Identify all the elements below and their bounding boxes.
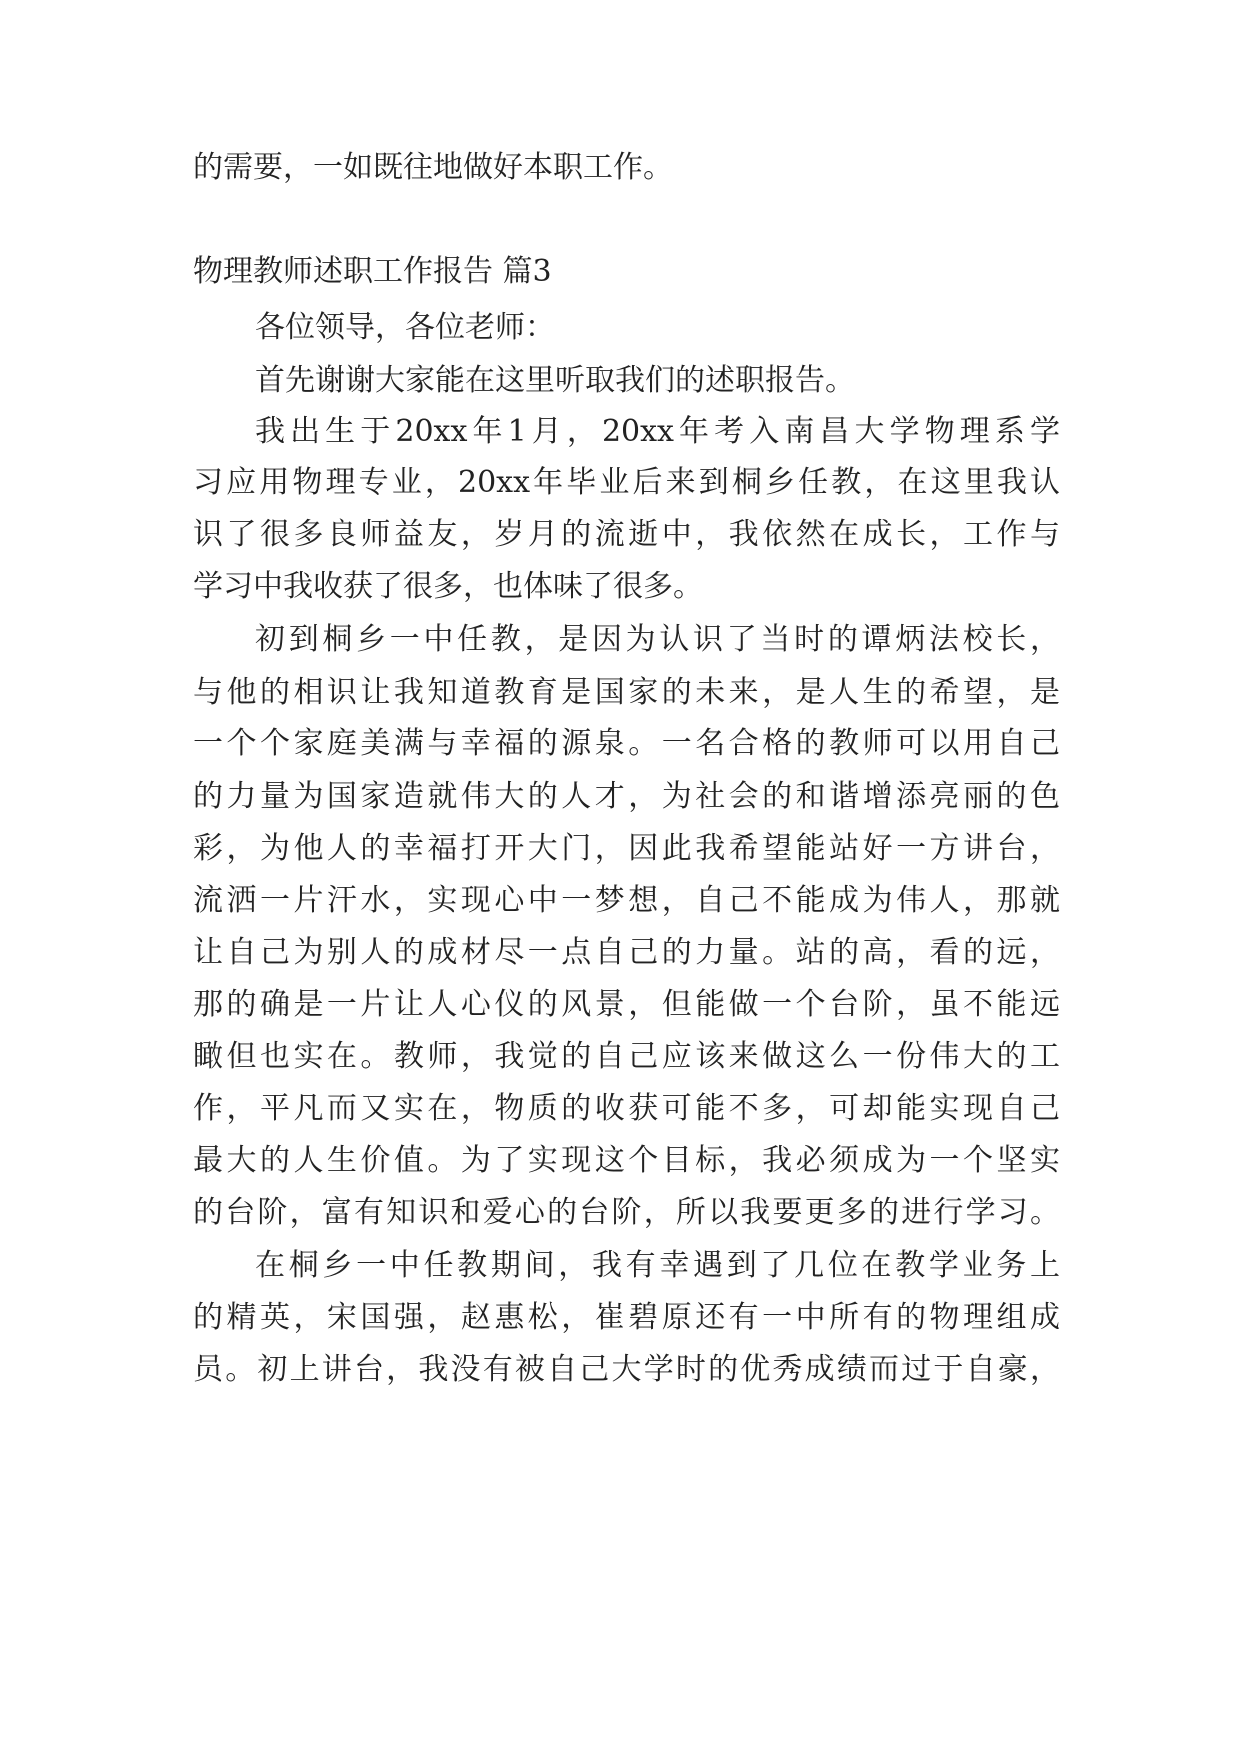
paragraph-line: 首先谢谢大家能在这里听取我们的述职报告。 <box>255 363 855 398</box>
paragraph-line: 瞰但也实在。教师，我觉的自己应该来做这么一份伟大的工 <box>193 1039 1060 1074</box>
paragraph-line: 与他的相识让我知道教育是国家的未来，是人生的希望，是 <box>193 675 1060 710</box>
paragraph-line: 在桐乡一中任教期间，我有幸遇到了几位在教学业务上 <box>255 1248 1060 1283</box>
section-title: 物理教师述职工作报告 篇3 <box>193 254 552 289</box>
paragraph-line: 彩，为他人的幸福打开大门，因此我希望能站好一方讲台， <box>193 831 1060 866</box>
salutation: 各位领导，各位老师： <box>255 310 555 345</box>
paragraph-line: 让自己为别人的成材尽一点自己的力量。站的高，看的远， <box>193 935 1060 970</box>
paragraph-line: 员。初上讲台，我没有被自己大学时的优秀成绩而过于自豪， <box>193 1352 1060 1387</box>
paragraph-line: 的力量为国家造就伟大的人才，为社会的和谐增添亮丽的色 <box>193 779 1060 814</box>
paragraph-line: 最大的人生价值。为了实现这个目标，我必须成为一个坚实 <box>193 1143 1060 1178</box>
paragraph-line: 的精英，宋国强，赵惠松，崔碧原还有一中所有的物理组成 <box>193 1300 1060 1335</box>
paragraph-line: 学习中我收获了很多，也体味了很多。 <box>193 569 703 604</box>
continuation-line: 的需要，一如既往地做好本职工作。 <box>193 150 673 185</box>
paragraph-line: 的台阶，富有知识和爱心的台阶，所以我要更多的进行学习。 <box>193 1195 1060 1230</box>
paragraph-line: 流洒一片汗水，实现心中一梦想，自己不能成为伟人，那就 <box>193 883 1060 918</box>
paragraph-line: 识了很多良师益友，岁月的流逝中，我依然在成长，工作与 <box>193 517 1060 552</box>
paragraph-line: 初到桐乡一中任教，是因为认识了当时的谭炳法校长， <box>255 622 1060 657</box>
paragraph-line: 作，平凡而又实在，物质的收获可能不多，可却能实现自己 <box>193 1091 1060 1126</box>
paragraph-line: 一个个家庭美满与幸福的源泉。一名合格的教师可以用自己 <box>193 726 1060 761</box>
paragraph-line: 那的确是一片让人心仪的风景，但能做一个台阶，虽不能远 <box>193 987 1060 1022</box>
paragraph-line: 习应用物理专业，20xx年毕业后来到桐乡任教，在这里我认 <box>193 465 1060 500</box>
paragraph-line: 我出生于20xx年1月，20xx年考入南昌大学物理系学 <box>255 414 1060 449</box>
